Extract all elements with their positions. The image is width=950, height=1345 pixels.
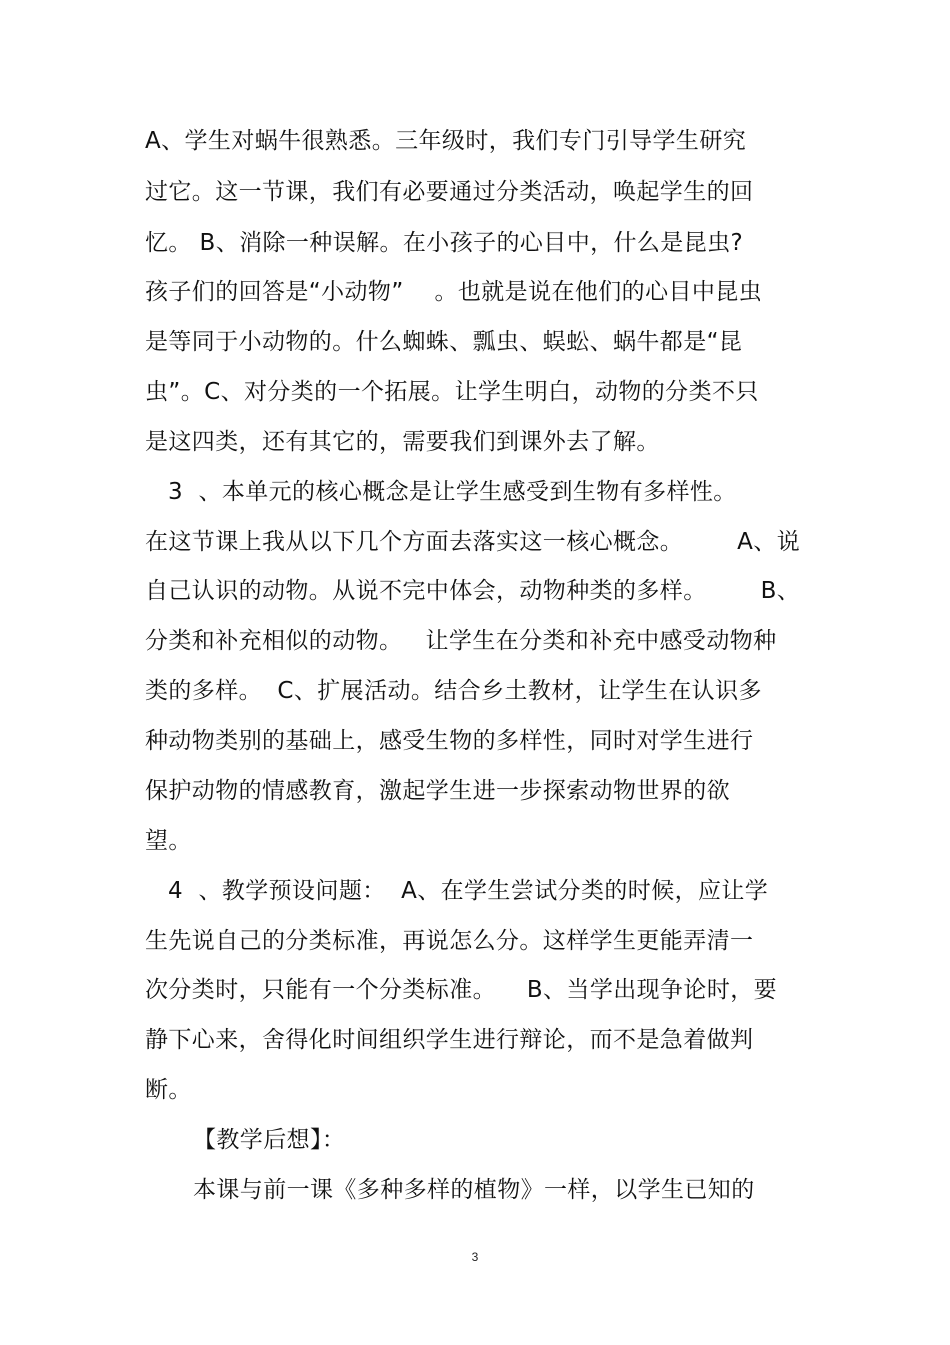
text-line-18: 次分类时，只能有一个分类标准。 B、当学出现争论时，要 [145, 977, 778, 1003]
text-line-10: 自己认识的动物。从说不完中体会，动物种类的多样。 B、 [145, 578, 801, 604]
text-line-2: 过它。这一节课，我们有必要通过分类活动，唤起学生的回 [145, 179, 754, 205]
text-line-12: 类的多样。 C、扩展活动。结合乡土教材，让学生在认识多 [145, 678, 762, 704]
text-line-3: 忆。 B、消除一种误解。在小孩子的心目中，什么是昆虫? [145, 230, 744, 256]
text-line-22: 本课与前一课《多种多样的植物》一样，以学生已知的 [193, 1177, 755, 1203]
text-line-1: A、学生对蜗牛很熟悉。三年级时，我们专门引导学生研究 [145, 128, 747, 154]
text-line-9: 在这节课上我从以下几个方面去落实这一核心概念。 A、说 [145, 529, 801, 555]
section-heading-teaching-reflection: 【教学后想】： [193, 1127, 346, 1153]
text-line-4: 孩子们的回答是“小动物” 。也就是说在他们的心目中昆虫 [145, 279, 763, 305]
page-number: 3 [471, 1250, 479, 1264]
text-line-5: 是等同于小动物的。什么蜘蛛、瓢虫、蜈蚣、蜗牛都是“昆 [145, 329, 743, 355]
text-line-19: 静下心来，舍得化时间组织学生进行辩论，而不是急着做判 [145, 1027, 754, 1053]
section-4-heading: 4 、教学预设问题： A、在学生尝试分类的时候，应让学 [168, 878, 769, 904]
text-line-7: 是这四类，还有其它的，需要我们到课外去了解。 [145, 429, 660, 455]
text-line-14: 保护动物的情感教育，激起学生进一步探索动物世界的欲 [145, 778, 730, 804]
section-3-heading: 3 、本单元的核心概念是让学生感受到生物有多样性。 [168, 479, 737, 505]
text-line-11: 分类和补充相似的动物。 让学生在分类和补充中感受动物种 [145, 628, 777, 654]
text-line-6: 虫”。C、对分类的一个拓展。让学生明白，动物的分类不只 [145, 379, 759, 405]
text-line-20: 断。 [145, 1077, 192, 1103]
text-line-13: 种动物类别的基础上，感受生物的多样性，同时对学生进行 [145, 728, 754, 754]
text-line-17: 生先说自己的分类标准，再说怎么分。这样学生更能弄清一 [145, 928, 754, 954]
text-line-15: 望。 [145, 828, 192, 854]
